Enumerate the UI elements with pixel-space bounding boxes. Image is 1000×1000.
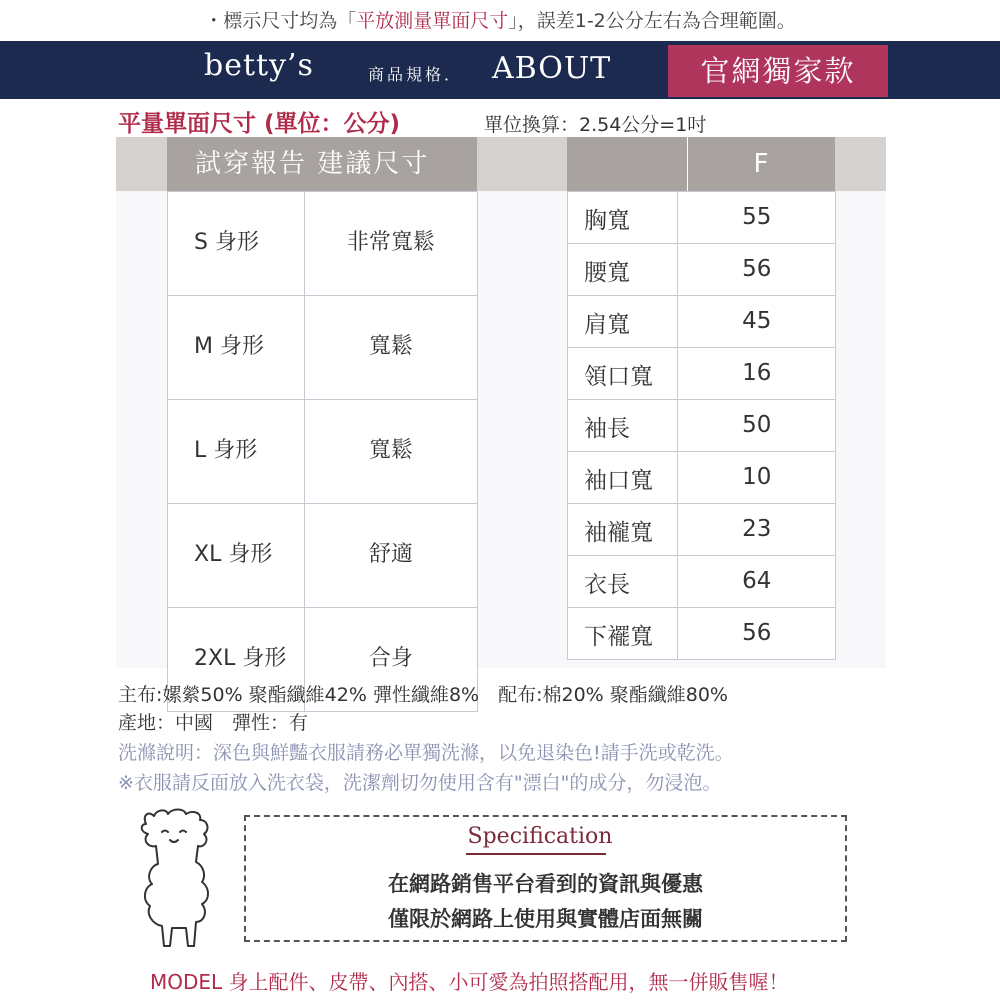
measurement-value: 16 [678, 348, 836, 400]
measurement-row [568, 400, 836, 452]
measurement-name: 腰寬 [568, 244, 678, 296]
measurement-name: 袖長 [568, 400, 678, 452]
measurement-row [568, 504, 836, 556]
body-type: L 身形 [168, 400, 305, 504]
measurement-value: 56 [678, 244, 836, 296]
origin-info: 產地：中國 彈性：有 [118, 712, 309, 734]
measurement-row [568, 244, 836, 296]
washing-note: ※衣服請反面放入洗衣袋，洗潔劑切勿使用含有"漂白"的成分，勿浸泡。 [118, 772, 722, 794]
fit-row [168, 192, 478, 296]
body-type: S 身形 [168, 192, 305, 296]
fit-rating: 舒適 [304, 504, 477, 608]
measurement-name: 下襬寬 [568, 608, 678, 660]
body-type: M 身形 [168, 296, 305, 400]
fit-rating: 寬鬆 [304, 296, 477, 400]
measurement-row [568, 192, 836, 244]
spec-label: 商品規格． [368, 65, 464, 84]
unit-conversion: 單位換算：2.54公分=1吋 [484, 114, 707, 136]
about-label: ABOUT [492, 51, 612, 86]
measurement-name: 衣長 [568, 556, 678, 608]
fit-rating: 非常寬鬆 [304, 192, 477, 296]
model-accessories-note: MODEL 身上配件、皮帶、內搭、小可愛為拍照搭配用，無一併販售喔！ [150, 970, 789, 994]
measurement-table [567, 191, 836, 660]
measurement-row [568, 556, 836, 608]
measurement-row [568, 348, 836, 400]
fit-rating: 合身 [304, 608, 477, 712]
fit-row [168, 296, 478, 400]
specification-heading: Specification [467, 824, 613, 849]
body-type: 2XL 身形 [168, 608, 305, 712]
size-title: 平量單面尺寸 (單位：公分) [118, 111, 401, 137]
material-info: 主布:嫘縈50% 聚酯纖維42% 彈性纖維8% 配布:棉20% 聚酯纖維80% [118, 684, 728, 706]
top-note-suffix: 」，誤差1-2公分左右為合理範圍。 [508, 10, 796, 32]
measurement-row [568, 452, 836, 504]
exclusive-badge: 官網獨家款 [668, 45, 888, 97]
fit-row [168, 504, 478, 608]
measurement-value: 23 [678, 504, 836, 556]
measurement-row [568, 608, 836, 660]
brand-logo: betty’s [204, 48, 314, 83]
size-f-label: F [753, 149, 769, 179]
measurement-value: 10 [678, 452, 836, 504]
measurement-value: 50 [678, 400, 836, 452]
fit-row [168, 400, 478, 504]
measurement-value: 64 [678, 556, 836, 608]
measurement-value: 56 [678, 608, 836, 660]
measurement-name: 胸寬 [568, 192, 678, 244]
specification-underline [466, 853, 606, 855]
fit-rating: 寬鬆 [304, 400, 477, 504]
measurement-row [568, 296, 836, 348]
measurement-name: 袖襱寬 [568, 504, 678, 556]
measurement-name: 袖口寬 [568, 452, 678, 504]
fit-report-table [167, 191, 478, 712]
fit-report-header: 試穿報告 建議尺寸 [167, 137, 477, 191]
top-note-highlight: 平放測量單面尺寸 [356, 10, 509, 32]
size-column-header [567, 137, 835, 191]
measurement-value: 55 [678, 192, 836, 244]
measurement-value: 45 [678, 296, 836, 348]
spec-notice-line-1: 在網路銷售平台看到的資訊與優惠 [388, 872, 703, 896]
top-note [0, 6, 1000, 33]
measurement-name: 肩寬 [568, 296, 678, 348]
spec-notice-line-2: 僅限於網路上使用與實體店面無關 [388, 907, 703, 931]
body-type: XL 身形 [168, 504, 305, 608]
washing-instructions: 洗滌說明：深色與鮮豔衣服請務必單獨洗滌，以免退染色!請手洗或乾洗。 [118, 742, 734, 764]
top-note-prefix: ・標示尺寸均為「 [204, 10, 357, 32]
measurement-name: 領口寬 [568, 348, 678, 400]
